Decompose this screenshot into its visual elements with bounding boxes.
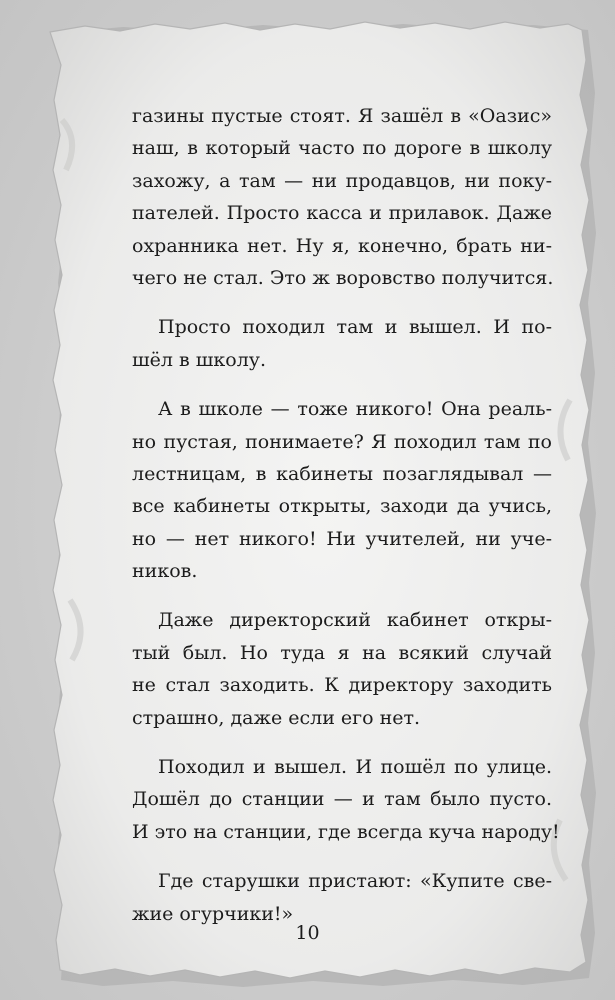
paragraph-3 — [132, 393, 552, 587]
paragraph-4 — [132, 604, 552, 734]
paragraph-1 — [132, 100, 552, 294]
text-line: Походил и вышел. И пошёл по улице. — [158, 756, 552, 779]
text-line: но — нет никого! Ни учителей, ни уче- — [132, 527, 552, 550]
text-line: газины пустые стоят. Я зашёл в «Оазис» — [132, 105, 552, 127]
text-line: пателей. Просто касса и прилавок. Даже — [132, 202, 552, 225]
text-line: жие огурчики!» — [132, 902, 294, 925]
paragraph-2 — [132, 311, 552, 376]
text-line: Где старушки пристают: «Купите све- — [158, 870, 552, 893]
text-line: А в школе — тоже никого! Она реаль- — [158, 398, 552, 421]
text-line: чего не стал. Это ж воровство получится. — [132, 266, 554, 289]
text-line: Дошёл до станции — и там было пусто. — [132, 788, 552, 811]
text-line: страшно, даже если его нет. — [132, 706, 421, 729]
body-text — [132, 100, 560, 947]
text-line: наш, в который часто по дороге в школу — [132, 137, 552, 160]
text-line: не стал заходить. К директору заходить — [132, 674, 552, 697]
paragraph-6 — [132, 865, 552, 930]
text-line: захожу, а там — ни продавцов, ни поку- — [132, 169, 552, 192]
paragraph-5 — [132, 751, 560, 848]
page-number: 10 — [295, 922, 320, 944]
text-line: ников. — [132, 560, 198, 583]
text-line: охранника нет. Ну я, конечно, брать ни- — [132, 234, 552, 257]
text-line: тый был. Но туда я на всякий случай — [132, 641, 552, 664]
text-line: но пустая, понимаете? Я походил там по — [132, 430, 552, 453]
text-line: шёл в школу. — [132, 348, 267, 371]
text-line: все кабинеты открыты, заходи да учись, — [132, 495, 552, 518]
text-line: лестницам, в кабинеты позаглядывал — — [132, 462, 552, 485]
text-line: Даже директорский кабинет откры- — [158, 609, 552, 632]
text-line: И это на станции, где всегда куча народу! — [132, 820, 560, 843]
text-line: Просто походил там и вышел. И по- — [158, 316, 552, 339]
